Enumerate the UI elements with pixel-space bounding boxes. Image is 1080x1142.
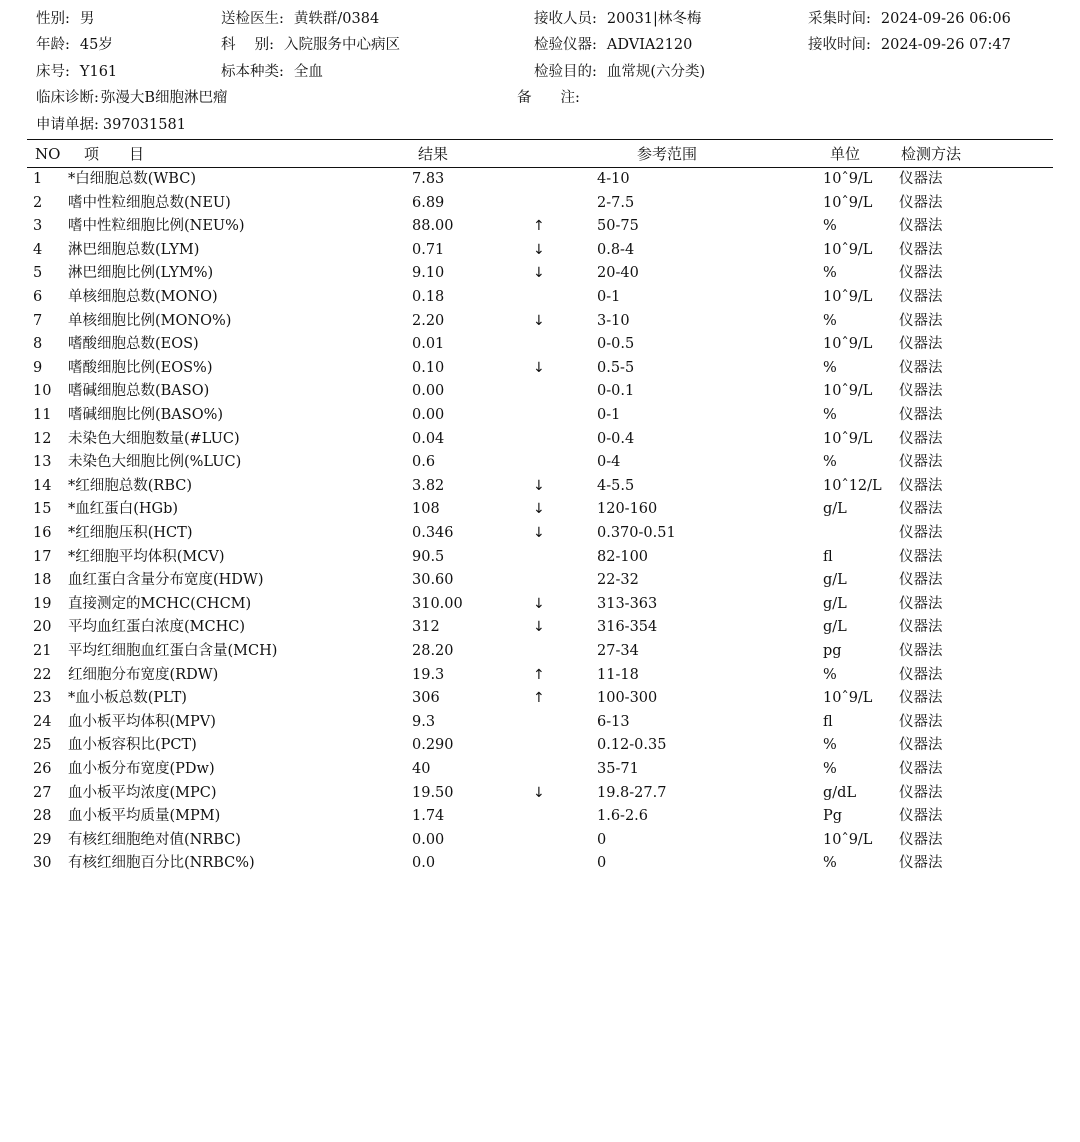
test-name: 平均红细胞血红蛋白含量(MCH)	[68, 643, 278, 659]
test-name: *红细胞压积(HCT)	[68, 525, 193, 541]
row-number: 9	[33, 359, 43, 376]
test-name: 血小板分布宽度(PDw)	[68, 761, 215, 777]
unit: 10ˆ9/L	[823, 194, 873, 211]
row-number: 20	[33, 619, 52, 636]
unit: %	[823, 761, 837, 777]
header-row-1	[0, 8, 1080, 30]
reference-range: 0.370-0.51	[597, 525, 676, 541]
unit: g/L	[823, 572, 847, 589]
abnormal-flag-icon: ↓	[533, 619, 545, 636]
collect-time-value: 2024-09-26 06:06	[880, 11, 1011, 27]
row-number: 22	[33, 666, 52, 683]
unit: %	[823, 666, 837, 683]
test-method: 仪器法	[899, 572, 943, 589]
test-name: 血小板平均体积(MPV)	[68, 713, 216, 730]
unit: %	[823, 312, 837, 329]
reference-range: 100-300	[597, 690, 658, 707]
col-method-header: 检测方法	[901, 145, 962, 163]
test-method: 仪器法	[899, 218, 943, 235]
test-method: 仪器法	[899, 713, 943, 730]
result-value: 0.10	[412, 359, 445, 376]
unit: 10ˆ12/L	[823, 477, 882, 494]
unit: 10ˆ9/L	[823, 289, 873, 305]
test-name: 单核细胞比例(MONO%)	[68, 312, 232, 329]
test-name: 嗜酸细胞总数(EOS)	[68, 336, 199, 353]
unit: 10ˆ9/L	[823, 241, 873, 258]
test-name: 血小板平均质量(MPM)	[68, 808, 221, 825]
result-value: 3.82	[412, 477, 445, 494]
row-number: 5	[33, 265, 43, 282]
purpose-value: 血常规(六分类)	[606, 64, 706, 80]
collect-time-label: 采集时间:	[808, 11, 871, 27]
test-name: 未染色大细胞数量(#LUC)	[68, 430, 240, 447]
unit: %	[823, 855, 837, 872]
unit: 10ˆ9/L	[823, 831, 873, 848]
table-row	[0, 498, 1080, 522]
instrument-value: ADVIA2120	[606, 37, 693, 53]
table-row	[0, 215, 1080, 239]
row-number: 6	[33, 289, 43, 305]
result-value: 9.3	[412, 713, 436, 730]
reference-range: 0-1	[597, 407, 621, 423]
table-row	[0, 310, 1080, 334]
result-value: 0.18	[412, 289, 445, 305]
test-method: 仪器法	[899, 383, 943, 400]
test-name: *红细胞总数(RBC)	[68, 477, 193, 494]
test-name: *红细胞平均体积(MCV)	[68, 548, 225, 565]
result-value: 0.00	[412, 407, 445, 423]
row-number: 28	[33, 808, 52, 825]
table-header	[27, 142, 1053, 166]
result-value: 0.00	[412, 831, 445, 848]
reference-range: 0-0.4	[597, 430, 635, 447]
reference-range: 82-100	[597, 548, 649, 565]
test-name: 有核红细胞百分比(NRBC%)	[68, 855, 255, 872]
test-name: 血红蛋白含量分布宽度(HDW)	[68, 572, 264, 589]
instrument-label: 检验仪器:	[534, 37, 597, 53]
row-number: 27	[33, 784, 52, 801]
bed-value: Y161	[79, 64, 118, 80]
col-no-header: NO	[35, 145, 61, 163]
test-method: 仪器法	[899, 430, 943, 447]
reference-range: 2-7.5	[597, 194, 635, 211]
test-name: 嗜酸细胞比例(EOS%)	[68, 359, 213, 376]
result-value: 0.04	[412, 430, 445, 447]
test-method: 仪器法	[899, 171, 943, 187]
table-row	[0, 782, 1080, 806]
test-method: 仪器法	[899, 289, 943, 305]
table-row	[0, 852, 1080, 876]
test-method: 仪器法	[899, 336, 943, 353]
abnormal-flag-icon: ↓	[533, 477, 545, 494]
test-name: *血红蛋白(HGb)	[68, 501, 179, 518]
col-unit-header: 单位	[830, 145, 861, 163]
row-number: 24	[33, 713, 52, 730]
reference-range: 35-71	[597, 761, 639, 777]
result-value: 312	[412, 619, 440, 636]
col-result-header: 结果	[418, 145, 449, 163]
gender-value: 男	[79, 11, 95, 27]
row-number: 10	[33, 383, 52, 400]
test-name: 嗜碱细胞总数(BASO)	[68, 383, 210, 400]
unit: %	[823, 359, 837, 376]
reference-range: 11-18	[597, 666, 639, 683]
test-method: 仪器法	[899, 855, 943, 872]
result-value: 306	[412, 690, 440, 707]
table-row	[0, 451, 1080, 475]
reference-range: 27-34	[597, 643, 639, 659]
diagnosis-value: 弥漫大B细胞淋巴瘤	[100, 90, 228, 106]
reference-range: 20-40	[597, 265, 639, 282]
unit: %	[823, 407, 837, 423]
table-row	[0, 475, 1080, 499]
age-field	[36, 34, 113, 56]
reference-range: 0-1	[597, 289, 621, 305]
unit: pg	[823, 643, 842, 659]
row-number: 15	[33, 501, 52, 518]
row-number: 11	[33, 407, 52, 423]
specimen-field	[221, 61, 323, 83]
header-row-4	[0, 87, 1080, 109]
row-number: 25	[33, 737, 52, 754]
table-row	[0, 805, 1080, 829]
abnormal-flag-icon: ↓	[533, 265, 545, 282]
row-number: 1	[33, 171, 43, 187]
reference-range: 0.5-5	[597, 359, 635, 376]
abnormal-flag-icon: ↓	[533, 359, 545, 376]
abnormal-flag-icon: ↑	[533, 690, 545, 707]
result-value: 0.0	[412, 855, 436, 872]
receiver-value: 20031|林冬梅	[606, 11, 702, 27]
table-row	[0, 404, 1080, 428]
department-label: 科 别:	[221, 37, 274, 53]
table-row	[0, 546, 1080, 570]
result-value: 0.290	[412, 737, 454, 754]
unit: Pg	[823, 808, 843, 825]
reference-range: 313-363	[597, 595, 658, 612]
specimen-value: 全血	[293, 64, 323, 80]
row-number: 12	[33, 430, 52, 447]
test-method: 仪器法	[899, 619, 943, 636]
row-number: 8	[33, 336, 43, 353]
reference-range: 4-10	[597, 171, 630, 187]
unit: %	[823, 737, 837, 754]
unit: g/dL	[823, 784, 857, 801]
gender-label: 性别:	[36, 11, 70, 27]
test-method: 仪器法	[899, 548, 943, 565]
test-name: 嗜中性粒细胞总数(NEU)	[68, 194, 231, 211]
test-method: 仪器法	[899, 265, 943, 282]
table-row	[0, 380, 1080, 404]
table-row	[0, 357, 1080, 381]
test-name: 未染色大细胞比例(%LUC)	[68, 454, 242, 471]
unit: 10ˆ9/L	[823, 383, 873, 400]
unit: %	[823, 265, 837, 282]
result-value: 88.00	[412, 218, 454, 235]
table-row	[0, 522, 1080, 546]
row-number: 19	[33, 595, 52, 612]
reference-range: 22-32	[597, 572, 639, 589]
reference-range: 0	[597, 831, 607, 848]
result-value: 108	[412, 501, 440, 518]
abnormal-flag-icon: ↓	[533, 525, 545, 541]
reference-range: 0.12-0.35	[597, 737, 667, 754]
unit: fl	[823, 548, 833, 565]
result-value: 28.20	[412, 643, 454, 659]
result-value: 0.71	[412, 241, 445, 258]
reference-range: 0.8-4	[597, 241, 635, 258]
abnormal-flag-icon: ↓	[533, 595, 545, 612]
abnormal-flag-icon: ↓	[533, 501, 545, 518]
diagnosis-label: 临床诊断:	[36, 90, 99, 106]
doctor-field	[221, 8, 379, 30]
test-method: 仪器法	[899, 194, 943, 211]
row-number: 23	[33, 690, 52, 707]
test-name: 平均血红蛋白浓度(MCHC)	[68, 619, 245, 636]
row-number: 3	[33, 218, 43, 235]
gender-field	[36, 8, 94, 30]
receive-time-value: 2024-09-26 07:47	[880, 37, 1011, 53]
doctor-value: 黄轶群/0384	[293, 11, 380, 27]
unit: 10ˆ9/L	[823, 171, 873, 187]
reference-range: 50-75	[597, 218, 639, 235]
abnormal-flag-icon: ↑	[533, 218, 545, 235]
test-method: 仪器法	[899, 595, 943, 612]
test-name: 有核红细胞绝对值(NRBC)	[68, 831, 241, 848]
receive-time-label: 接收时间:	[808, 37, 871, 53]
diagnosis-field	[36, 87, 228, 109]
reference-range: 0-0.5	[597, 336, 635, 353]
reference-range: 0-4	[597, 454, 621, 471]
instrument-field	[534, 34, 692, 56]
result-value: 9.10	[412, 265, 445, 282]
result-value: 30.60	[412, 572, 454, 589]
purpose-label: 检验目的:	[534, 64, 597, 80]
table-row	[0, 569, 1080, 593]
table-row	[0, 428, 1080, 452]
department-field	[221, 34, 400, 56]
test-method: 仪器法	[899, 761, 943, 777]
unit: g/L	[823, 501, 847, 518]
test-method: 仪器法	[899, 454, 943, 471]
result-value: 19.50	[412, 784, 454, 801]
table-row	[0, 758, 1080, 782]
result-value: 0.01	[412, 336, 445, 353]
result-value: 310.00	[412, 595, 463, 612]
age-value: 45岁	[79, 37, 113, 53]
reference-range: 4-5.5	[597, 477, 635, 494]
row-number: 26	[33, 761, 52, 777]
test-name: 红细胞分布宽度(RDW)	[68, 666, 219, 683]
receiver-field	[534, 8, 701, 30]
col-ref-header: 参考范围	[637, 145, 698, 163]
row-number: 29	[33, 831, 52, 848]
row-number: 18	[33, 572, 52, 589]
row-number: 30	[33, 855, 52, 872]
test-method: 仪器法	[899, 831, 943, 848]
reference-range: 0	[597, 855, 607, 872]
result-value: 0.6	[412, 454, 436, 471]
table-row	[0, 640, 1080, 664]
test-name: *血小板总数(PLT)	[68, 690, 187, 707]
header-row-3	[0, 61, 1080, 83]
reference-range: 6-13	[597, 713, 630, 730]
row-number: 13	[33, 454, 52, 471]
test-name: 血小板容积比(PCT)	[68, 737, 197, 754]
result-value: 2.20	[412, 312, 445, 329]
table-row	[0, 734, 1080, 758]
header-row-5	[0, 114, 1080, 136]
row-number: 16	[33, 525, 52, 541]
table-row	[0, 333, 1080, 357]
table-row	[0, 687, 1080, 711]
row-number: 14	[33, 477, 52, 494]
unit: 10ˆ9/L	[823, 430, 873, 447]
specimen-label: 标本种类:	[221, 64, 284, 80]
abnormal-flag-icon: ↑	[533, 666, 545, 683]
test-method: 仪器法	[899, 784, 943, 801]
test-name: 淋巴细胞比例(LYM%)	[68, 265, 214, 282]
table-row	[0, 168, 1080, 192]
receive-time-field	[808, 34, 1011, 56]
row-number: 7	[33, 312, 43, 329]
bed-field	[36, 61, 117, 83]
table-row	[0, 829, 1080, 853]
table-row	[0, 286, 1080, 310]
result-value: 0.346	[412, 525, 454, 541]
test-name: 直接测定的MCHC(CHCM)	[68, 595, 252, 612]
test-name: 嗜中性粒细胞比例(NEU%)	[68, 218, 245, 235]
test-method: 仪器法	[899, 690, 943, 707]
unit: g/L	[823, 595, 847, 612]
result-value: 0.00	[412, 383, 445, 400]
table-row	[0, 616, 1080, 640]
test-method: 仪器法	[899, 312, 943, 329]
col-item-header: 项 目	[84, 145, 145, 163]
row-number: 17	[33, 548, 52, 565]
test-method: 仪器法	[899, 737, 943, 754]
unit: 10ˆ9/L	[823, 690, 873, 707]
row-number: 4	[33, 241, 43, 258]
age-label: 年龄:	[36, 37, 70, 53]
unit: fl	[823, 713, 833, 730]
test-method: 仪器法	[899, 808, 943, 825]
remark-label: 备 注:	[517, 90, 580, 106]
test-name: 嗜碱细胞比例(BASO%)	[68, 407, 224, 423]
unit: %	[823, 454, 837, 471]
receiver-label: 接收人员:	[534, 11, 597, 27]
abnormal-flag-icon: ↓	[533, 784, 545, 801]
abnormal-flag-icon: ↓	[533, 312, 545, 329]
header-row-2	[0, 34, 1080, 56]
test-method: 仪器法	[899, 359, 943, 376]
test-name: 淋巴细胞总数(LYM)	[68, 241, 200, 258]
test-name: 单核细胞总数(MONO)	[68, 289, 218, 305]
result-value: 1.74	[412, 808, 445, 825]
table-top-rule	[27, 139, 1053, 140]
table-row	[0, 192, 1080, 216]
result-value: 19.3	[412, 666, 445, 683]
request-field	[36, 114, 186, 136]
doctor-label: 送检医生:	[221, 11, 284, 27]
result-value: 90.5	[412, 548, 445, 565]
unit: 10ˆ9/L	[823, 336, 873, 353]
collect-time-field	[808, 8, 1011, 30]
unit: g/L	[823, 619, 847, 636]
request-value: 397031581	[102, 117, 186, 133]
row-number: 21	[33, 643, 52, 659]
reference-range: 3-10	[597, 312, 630, 329]
remark-field	[517, 87, 580, 109]
result-value: 7.83	[412, 171, 445, 187]
test-name: 血小板平均浓度(MPC)	[68, 784, 217, 801]
test-method: 仪器法	[899, 666, 943, 683]
table-row	[0, 593, 1080, 617]
test-name: *白细胞总数(WBC)	[68, 171, 196, 187]
table-row	[0, 664, 1080, 688]
abnormal-flag-icon: ↓	[533, 241, 545, 258]
bed-label: 床号:	[36, 64, 70, 80]
table-row	[0, 711, 1080, 735]
table-row	[0, 262, 1080, 286]
test-method: 仪器法	[899, 501, 943, 518]
department-value: 入院服务中心病区	[284, 37, 400, 53]
request-label: 申请单据:	[36, 117, 99, 133]
table-row	[0, 239, 1080, 263]
purpose-field	[534, 61, 705, 83]
row-number: 2	[33, 194, 43, 211]
test-method: 仪器法	[899, 407, 943, 423]
reference-range: 120-160	[597, 501, 658, 518]
reference-range: 0-0.1	[597, 383, 635, 400]
test-method: 仪器法	[899, 241, 943, 258]
test-method: 仪器法	[899, 477, 943, 494]
reference-range: 19.8-27.7	[597, 784, 667, 801]
test-method: 仪器法	[899, 525, 943, 541]
result-value: 40	[412, 761, 431, 777]
reference-range: 1.6-2.6	[597, 808, 649, 825]
result-value: 6.89	[412, 194, 445, 211]
test-method: 仪器法	[899, 643, 943, 659]
unit: %	[823, 218, 837, 235]
reference-range: 316-354	[597, 619, 658, 636]
